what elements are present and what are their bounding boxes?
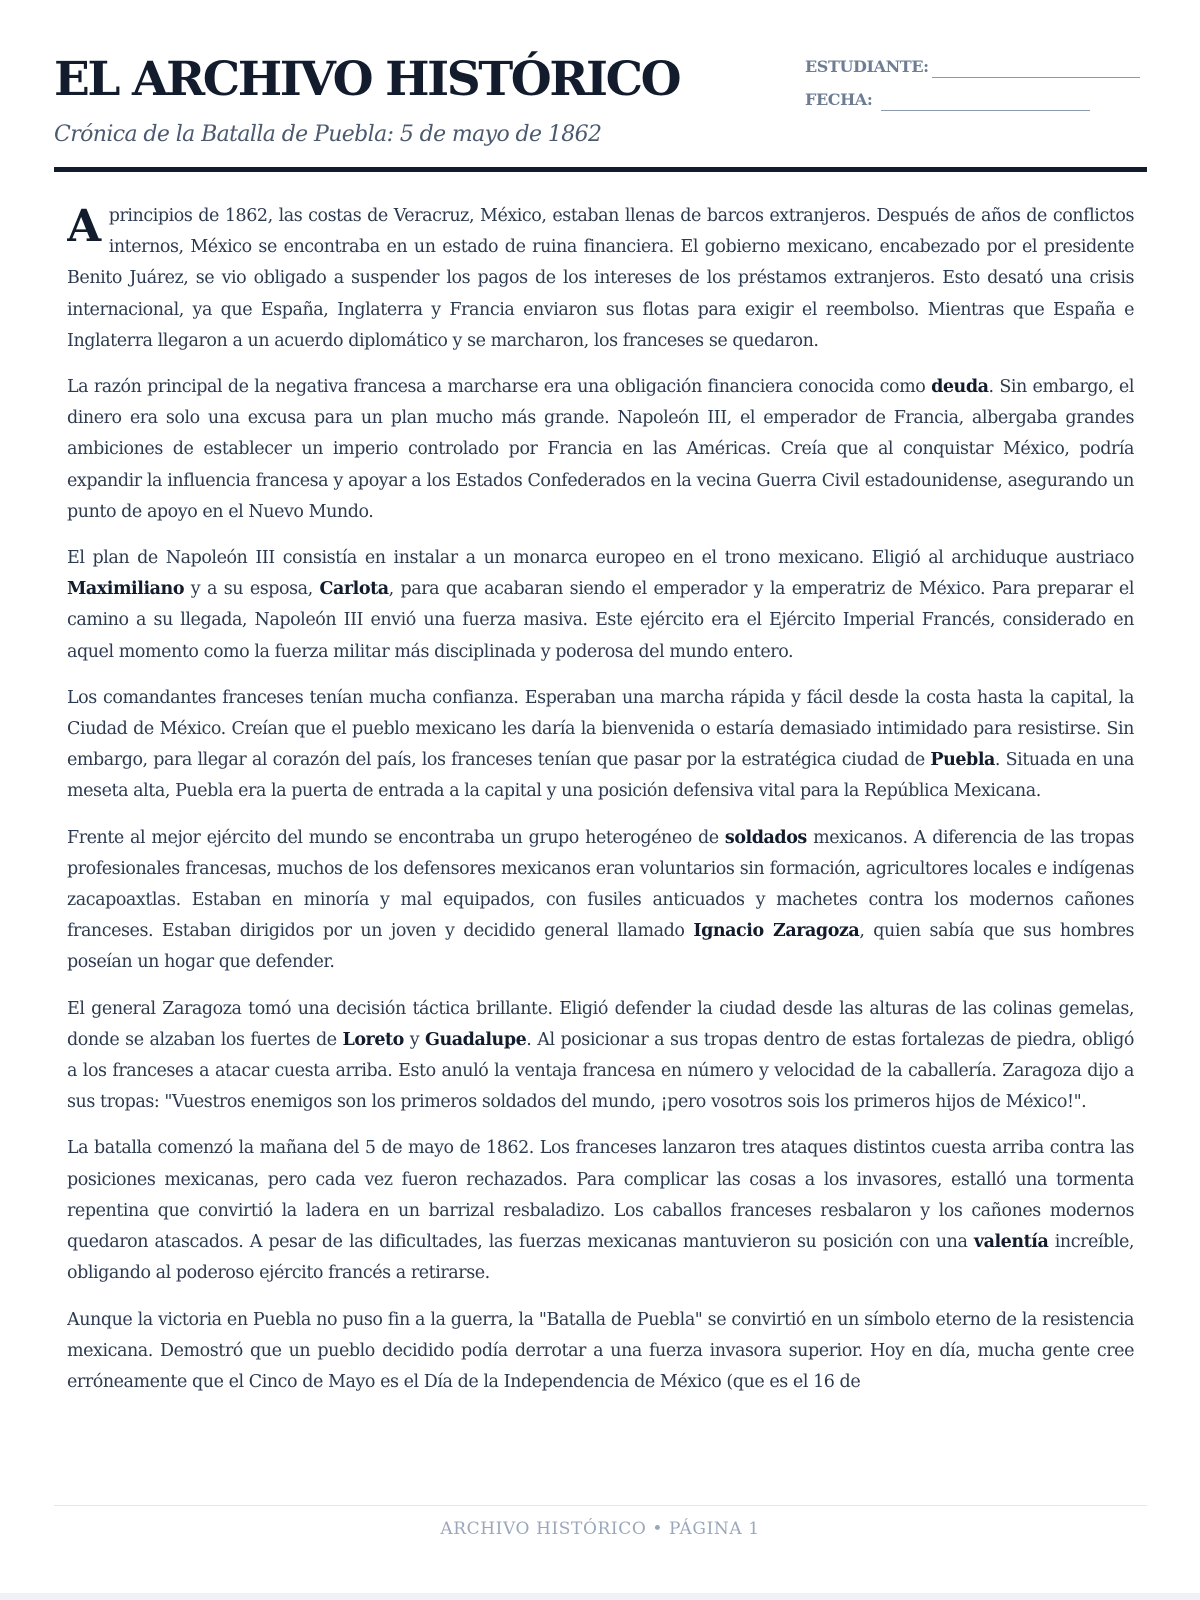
date-row — [805, 90, 1147, 123]
masthead — [54, 50, 1147, 174]
paragraph-4-text-c: . Situada en una meseta alta, Puebla era la puerta de entrada a la capital y una posición defensiva vital para la República Mexicana. — [67, 750, 1134, 802]
paragraph-3-text-a: El plan de Napoleón III consistía en instalar a un monarca europeo en el trono mexicano. Eligió al archiduque austriaco — [67, 548, 1134, 569]
paragraph-2 — [67, 372, 1134, 528]
paragraph-3-text-c: y a su esposa, — [184, 579, 320, 600]
paragraph-5 — [67, 823, 1134, 979]
page-subtitle: Crónica de la Batalla de Puebla: 5 de mayo de 1862 — [54, 122, 602, 147]
header-rule — [54, 167, 1147, 172]
keyword-ignacio-zaragoza: Ignacio Zaragoza — [693, 921, 860, 942]
page-title: EL ARCHIVO HISTÓRICO — [54, 52, 680, 107]
paragraph-5-text-a: Frente al mejor ejército del mundo se encontraba un grupo heterogéneo de — [67, 827, 725, 848]
paragraph-4-text-a: Los comandantes franceses tenían mucha confianza. Esperaban una marcha rápida y fácil desde la costa hasta la capital, la Ciudad de México. Creían que el pueblo mexicano les daría la bienvenida o estaría demasiado intimidado para resistirse. Sin embargo, para llegar al corazón del país, los franceses tenían que pasar por la estratégica ciudad de — [67, 687, 1134, 771]
paragraph-4 — [67, 683, 1134, 808]
paragraph-2-text-a: La razón principal de la negativa francesa a marcharse era una obligación financiera conocida como — [67, 377, 932, 398]
footer-divider — [54, 1505, 1147, 1506]
student-name-label: ESTUDIANTE: — [805, 57, 929, 76]
paragraph-3-text-e: , para que acabaran siendo el emperador y la emperatriz de México. Para preparar el camino a su llegada, Napoleón III envió una fuerza masiva. Este ejército era el Ejército Imperial Francés, considerado en aquel momento como la fuerza militar más disciplinada y poderosa del mundo entero. — [67, 579, 1134, 662]
paragraph-7-text-a: La batalla comenzó la mañana del 5 de mayo de 1862. Los franceses lanzaron tres ataques distintos cuesta arriba contra las posiciones mexicanas, pero cada vez fueron rechazados. Para complicar las cosas a los invasores, estalló una tormenta repentina que convirtió la ladera en un barrizal resbaladizo. Los caballos franceses resbalaron y los cañones modernos quedaron atascados. A pesar de las dificultades, las fuerzas mexicanas mantuvieron su posición con una — [67, 1138, 1134, 1253]
footer-separator: • — [652, 1519, 664, 1539]
keyword-puebla: Puebla — [930, 750, 995, 771]
paragraph-2-text-c: . Sin embargo, el dinero era solo una excusa para un plan mucho más grande. Napoleón III, el emperador de Francia, albergaba grandes ambiciones de establecer un imperio controlado por Francia en las Américas. Creía que al conquistar México, podría expandir la influencia francesa y apoyar a los Estados Confederados en la vecina Guerra Civil estadounidense, asegurando un punto de apoyo en el Nuevo Mundo. — [67, 377, 1134, 522]
keyword-carlota: Carlota — [319, 579, 389, 600]
student-name-line[interactable] — [932, 77, 1140, 78]
paragraph-1-text: principios de 1862, las costas de Veracruz, México, estaban llenas de barcos extranjeros. Después de años de conflictos internos, México se encontraba en un estado de ruina financiera. El gobierno mexicano, encabezado por el presidente Benito Juárez, se vio obligado a suspender los pagos de los intereses de los préstamos extranjeros. Esto desató una crisis internacional, ya que España, Inglaterra y Francia enviaron sus flotas para exigir el reembolso. Mientras que España e Inglaterra llegaron a un acuerdo diplomático y se marcharon, los franceses se quedaron. — [67, 206, 1134, 351]
keyword-deuda: deuda — [931, 377, 989, 398]
student-info-block — [805, 57, 1147, 123]
keyword-valentia: valentía — [973, 1232, 1049, 1253]
article-body — [67, 201, 1134, 1481]
paragraph-8-text: Aunque la victoria en Puebla no puso fin a la guerra, la "Batalla de Puebla" se convirtió en un símbolo eterno de la resistencia mexicana. Demostró que un pueblo decidido podía derrotar a una fuerza invasora superior. Hoy en día, mucha gente cree erróneamente que el Cinco de Mayo es el Día de la Independencia de México (que es el 16 de — [67, 1309, 1134, 1392]
page-footer — [0, 1519, 1200, 1539]
paragraph-3 — [67, 543, 1134, 668]
date-label: FECHA: — [805, 90, 873, 109]
student-name-row — [805, 57, 1147, 90]
paragraph-6-text-e: . Al posicionar a sus tropas dentro de estas fortalezas de piedra, obligó a los franceses a atacar cuesta arriba. Esto anuló la ventaja francesa en número y velocidad de la caballería. Zaragoza dijo a sus tropas: "Vuestros enemigos son los primeros soldados del mundo, ¡pero vosotros sois los primeros hijos de México!". — [67, 1029, 1134, 1113]
keyword-soldados: soldados — [724, 827, 807, 848]
paragraph-6-text-a: El general Zaragoza tomó una decisión táctica brillante. Eligió defender la ciudad desde las alturas de las colinas gemelas, donde se alzaban los fuertes de — [67, 998, 1134, 1050]
footer-page-number: PÁGINA 1 — [669, 1519, 760, 1539]
paragraph-7-text-c: increíble, obligando al poderoso ejército francés a retirarse. — [67, 1232, 1134, 1284]
keyword-loreto: Loreto — [342, 1029, 404, 1050]
keyword-guadalupe: Guadalupe — [425, 1029, 527, 1050]
keyword-maximiliano: Maximiliano — [67, 579, 185, 600]
paragraph-5-text-c: mexicanos. A diferencia de las tropas profesionales francesas, muchos de los defensores mexicanos eran voluntarios sin formación, agricultores locales e indígenas zacapoaxtlas. Estaban en minoría y mal equipados, con fusiles anticuados y machetes contra los modernos cañones franceses. Estaban dirigidos por un joven y decidido general llamado — [67, 827, 1134, 942]
paragraph-6-text-c: y — [403, 1029, 426, 1050]
paragraph-8 — [67, 1305, 1134, 1399]
drop-cap: A — [67, 201, 101, 252]
paragraph-6 — [67, 994, 1134, 1119]
paragraph-5-text-e: , quien sabía que sus hombres poseían un hogar que defender. — [67, 921, 1134, 973]
date-line[interactable] — [881, 110, 1090, 111]
paragraph-1 — [67, 201, 1134, 357]
footer-publication: ARCHIVO HISTÓRICO — [440, 1519, 647, 1539]
paragraph-7 — [67, 1133, 1134, 1289]
